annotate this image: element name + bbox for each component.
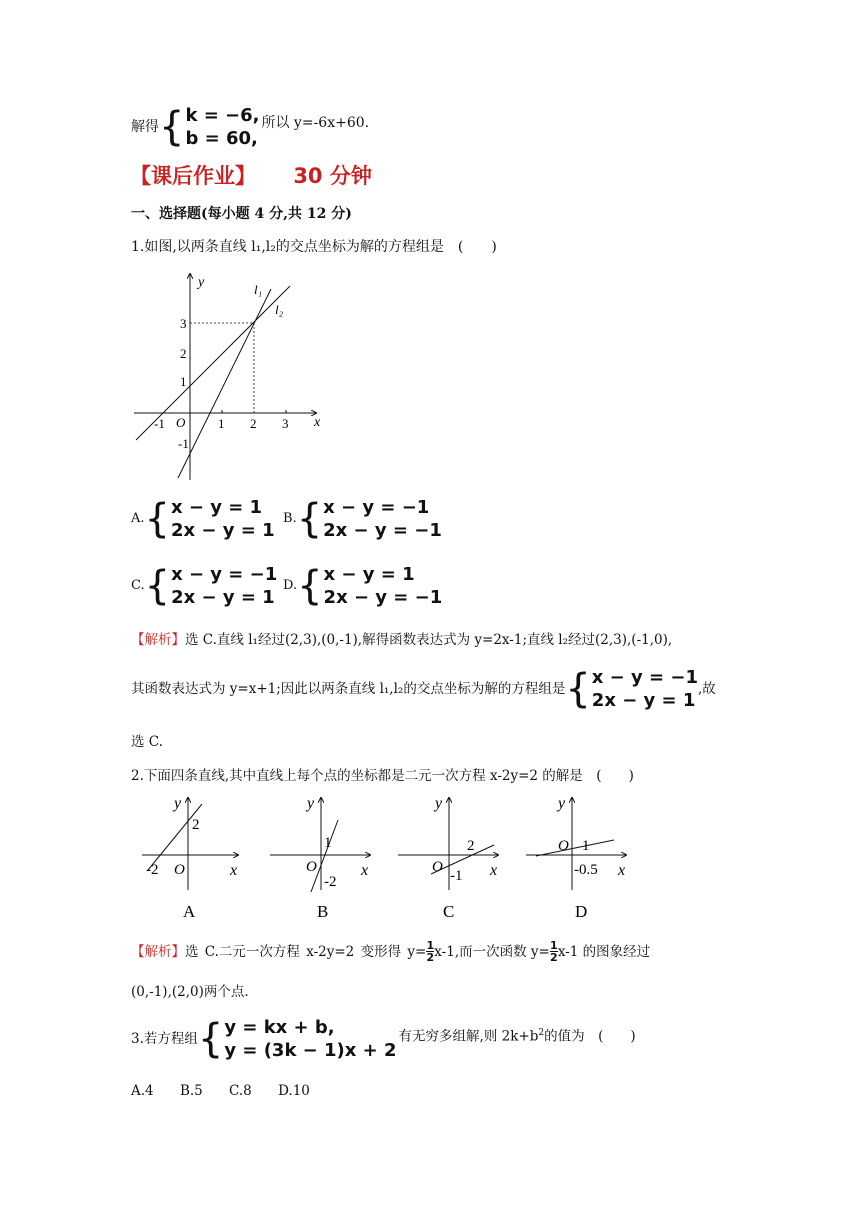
y-label: y: [435, 795, 443, 812]
graph-letter: C: [443, 902, 455, 921]
l2-label: l₂: [275, 302, 284, 317]
q3-stem: [131, 1016, 636, 1062]
intercept-b: -1: [450, 868, 463, 884]
left-brace: {: [197, 1016, 224, 1062]
intercept-a: 2: [467, 838, 475, 854]
origin-label: O: [432, 859, 443, 875]
intercept-b: -0.5: [574, 862, 598, 878]
solution-suffix: 所以 y=-6x+60.: [261, 115, 370, 131]
origin-label: O: [176, 415, 186, 430]
q1-option-a[interactable]: [131, 496, 275, 542]
solution-eq1: k = −6,: [185, 105, 260, 126]
q1-option-b[interactable]: [283, 496, 442, 542]
origin-label: O: [306, 859, 317, 875]
q3-option-c[interactable]: C.8: [229, 1083, 252, 1099]
graph-letter: A: [183, 902, 196, 921]
analysis-text: 选 C.直线 l₁经过(2,3),(0,-1),解得函数表达式为 y=2x-1;直线 l₂经过(2,3),(-1,0),: [185, 632, 673, 648]
x-tick-neg1: -1: [154, 416, 165, 431]
q1-analysis-line3: 选 C.: [131, 734, 163, 750]
x-label: x: [230, 862, 238, 879]
analysis-text-end: ,故: [697, 681, 716, 697]
q2-analysis-line2: (0,-1),(2,0)两个点.: [131, 984, 249, 1000]
analysis-eq1: x − y = −1: [591, 667, 698, 688]
q3-suffix: 有无穷多组解,则 $2k+b^2$的值为 ( ): [398, 1028, 636, 1045]
q1-option-d[interactable]: [283, 563, 442, 609]
left-brace: {: [144, 496, 170, 542]
fraction-half: $\frac{1}{2}$: [550, 939, 558, 964]
section-title: 一、选择题(每小题 4 分,共 12 分): [131, 206, 352, 222]
option-eq1: x − y = 1: [323, 564, 415, 585]
y-label: y: [307, 795, 315, 812]
intercept-b: -2: [324, 874, 337, 890]
q1-analysis-line1: [131, 630, 672, 650]
left-brace: {: [296, 496, 323, 542]
intercept-a: 1: [582, 838, 590, 854]
analysis-tag: 【解析】: [131, 943, 185, 960]
x-tick-3: 3: [282, 416, 289, 431]
x-tick-2: 2: [250, 416, 257, 431]
y-tick-3: 3: [180, 316, 187, 331]
x-label: x: [361, 862, 369, 879]
q3-eq2: y = (3k − 1)x + 2: [224, 1040, 397, 1061]
y-label: y: [558, 795, 566, 812]
q2-graph-d: [526, 795, 626, 921]
option-eq1: x − y = −1: [171, 564, 278, 585]
x-label: x: [618, 862, 626, 879]
solution-system: [185, 104, 259, 150]
q1-option-c[interactable]: [131, 563, 277, 609]
x-label: x: [314, 415, 321, 430]
y-tick-2: 2: [180, 346, 187, 361]
origin-label: O: [558, 838, 569, 854]
solution-prefix: 解得: [131, 119, 159, 135]
intercept-a: -2: [146, 862, 159, 878]
q3-option-a[interactable]: A.4: [131, 1083, 154, 1099]
l1-label: l₁: [254, 282, 263, 297]
homework-time: 30 分钟: [293, 164, 372, 188]
x-label: x: [490, 862, 498, 879]
fraction-half: $\frac{1}{2}$: [426, 939, 435, 964]
q2-analysis-line1: [131, 940, 650, 963]
q2-graphs: [138, 792, 638, 928]
option-eq2: 2x − y = 1: [170, 520, 275, 541]
analysis-eq2: 2x − y = 1: [591, 690, 696, 711]
q3-option-d[interactable]: D.10: [278, 1083, 310, 1099]
option-eq2: 2x − y = −1: [323, 520, 442, 541]
x-tick-1: 1: [218, 416, 225, 431]
q3-eq1: y = kx + b,: [224, 1017, 335, 1038]
q2-stem: 2.下面四条直线,其中直线上每个点的坐标都是二元一次方程 x-2y=2 的解是 ( ): [131, 768, 634, 784]
analysis-text: 其函数表达式为 y=x+1;因此以两条直线 l₁,l₂的交点坐标为解的方程组是: [131, 681, 566, 697]
left-brace: {: [159, 104, 185, 150]
option-letter: B.: [283, 511, 297, 526]
homework-heading: [130, 160, 372, 190]
option-eq2: 2x − y = 1: [171, 587, 275, 608]
q3-option-b[interactable]: B.5: [179, 1083, 203, 1099]
y-tick-neg1: -1: [178, 436, 189, 451]
y-tick-1: 1: [180, 374, 187, 389]
analysis-text: x-1,而一次函数 y=: [434, 943, 550, 960]
solution-eq2: b = 60,: [185, 128, 258, 149]
q2-graph-c: [398, 795, 498, 921]
q1-analysis-line2: [131, 666, 716, 712]
origin-label: O: [174, 862, 185, 878]
left-brace: {: [565, 666, 591, 712]
option-letter: C.: [131, 578, 145, 593]
option-eq1: x − y = −1: [323, 497, 430, 518]
analysis-text: x-1 的图象经过: [557, 943, 651, 960]
y-label: y: [174, 795, 182, 812]
q2-graph-a: [142, 795, 238, 921]
analysis-tag: 【解析】: [131, 632, 185, 648]
option-letter: A.: [131, 511, 145, 526]
intercept-a: 1: [324, 835, 332, 851]
q3-prefix: 3.若方程组: [131, 1031, 198, 1047]
analysis-text: 选 C.二元一次方程 x-2y=2 变形得 y=: [185, 943, 427, 960]
top-solution: [131, 104, 369, 150]
option-eq2: 2x − y = −1: [323, 587, 443, 608]
option-letter: D.: [283, 578, 298, 593]
q1-graph: [128, 268, 328, 484]
graph-letter: B: [317, 902, 329, 921]
intercept-b: 2: [192, 817, 200, 833]
left-brace: {: [297, 563, 323, 609]
left-brace: {: [144, 563, 171, 609]
q3-options: [131, 1081, 310, 1101]
homework-label: 【课后作业】: [130, 164, 256, 188]
q2-graph-b: [270, 795, 370, 921]
y-label: y: [198, 275, 205, 290]
option-eq1: x − y = 1: [170, 497, 263, 518]
q1-stem: 1.如图,以两条直线 l₁,l₂的交点坐标为解的方程组是 ( ): [131, 239, 497, 255]
graph-letter: D: [575, 902, 588, 921]
